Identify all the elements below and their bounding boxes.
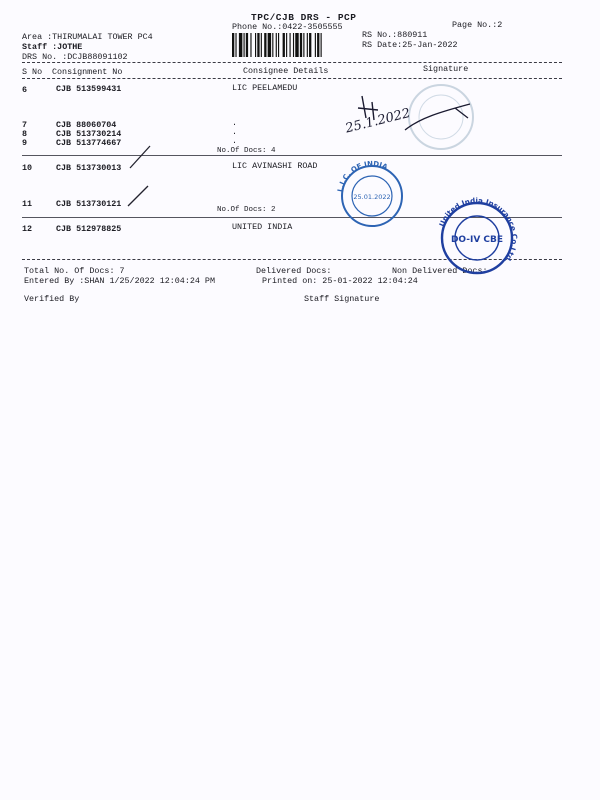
bullet-dot: . xyxy=(232,127,238,137)
consignee-name: UNITED INDIA xyxy=(232,222,293,232)
row-sno: 7 xyxy=(22,120,28,130)
row-consignment: CJB 513774667 xyxy=(56,138,122,148)
united-india-stamp xyxy=(437,196,519,273)
entered-by: Entered By :SHAN 1/25/2022 12:04:24 PM xyxy=(24,276,215,286)
bullet-dot: . xyxy=(232,118,238,128)
document-title: TPC/CJB DRS - PCP xyxy=(251,12,357,23)
row-sno: 11 xyxy=(22,199,33,209)
lic-stamp xyxy=(336,160,402,226)
column-consignee: Consignee Details xyxy=(243,66,329,76)
bullet-dot: . xyxy=(232,136,238,146)
row-consignment: CJB 88060704 xyxy=(56,120,117,130)
area-label: Area :THIRUMALAI TOWER PC4 xyxy=(22,32,153,42)
tick-mark xyxy=(130,146,150,168)
non-delivered-docs: Non Delivered Docs: xyxy=(392,266,488,276)
phone-number: Phone No.:0422-3505555 xyxy=(232,22,343,32)
rs-date: RS Date:25-Jan-2022 xyxy=(362,40,458,50)
row-sno: 6 xyxy=(22,85,28,95)
row-consignment: CJB 512978825 xyxy=(56,224,122,234)
stamp-ring-text: L.I.C. OF INDIA xyxy=(336,159,389,193)
stamp-date: 25.01.2022 xyxy=(353,193,391,201)
row-sno: 8 xyxy=(22,129,28,139)
row-sno: 9 xyxy=(22,138,28,148)
verified-by: Verified By xyxy=(24,294,80,304)
column-sno: S No xyxy=(22,67,43,77)
drs-number: DRS No. :DCJB88091102 xyxy=(22,52,128,62)
column-consignment: Consignment No xyxy=(52,67,123,77)
handwritten-date: 25.1.2022 xyxy=(344,105,412,137)
printed-on: Printed on: 25-01-2022 12:04:24 xyxy=(262,276,418,286)
row-sno: 10 xyxy=(22,163,33,173)
staff-label: Staff :JOTHE xyxy=(22,42,83,52)
delivered-docs: Delivered Docs: xyxy=(256,266,332,276)
docs-count: No.Of Docs: 4 xyxy=(217,147,276,155)
total-docs: Total No. Of Docs: 7 xyxy=(24,266,125,276)
stamp-ring-text: United India Insurance Co.Ltd. xyxy=(437,195,520,266)
consignee-name: LIC PEELAMEDU xyxy=(232,83,298,93)
consignee-name: LIC AVINASHI ROAD xyxy=(232,161,318,171)
row-consignment: CJB 513730214 xyxy=(56,129,122,139)
docs-count: No.Of Docs: 2 xyxy=(217,206,276,214)
tick-mark xyxy=(128,186,148,206)
signature-mark xyxy=(405,104,470,130)
row-sno: 12 xyxy=(22,224,33,234)
stamp-center-text: DO-IV CBE xyxy=(450,235,504,245)
row-consignment: CJB 513730013 xyxy=(56,163,122,173)
page-number: Page No.:2 xyxy=(452,20,503,30)
svg-text:United India Insurance Co.Ltd. xyxy=(437,196,519,265)
faint-stamp xyxy=(409,85,473,149)
row-consignment: CJB 513599431 xyxy=(56,84,122,94)
rs-number: RS No.:880911 xyxy=(362,30,428,40)
staff-signature: Staff Signature xyxy=(304,294,380,304)
column-signature: Signature xyxy=(423,64,469,74)
row-consignment: CJB 513730121 xyxy=(56,199,122,209)
svg-text:L.I.C. OF INDIA xyxy=(336,160,389,193)
